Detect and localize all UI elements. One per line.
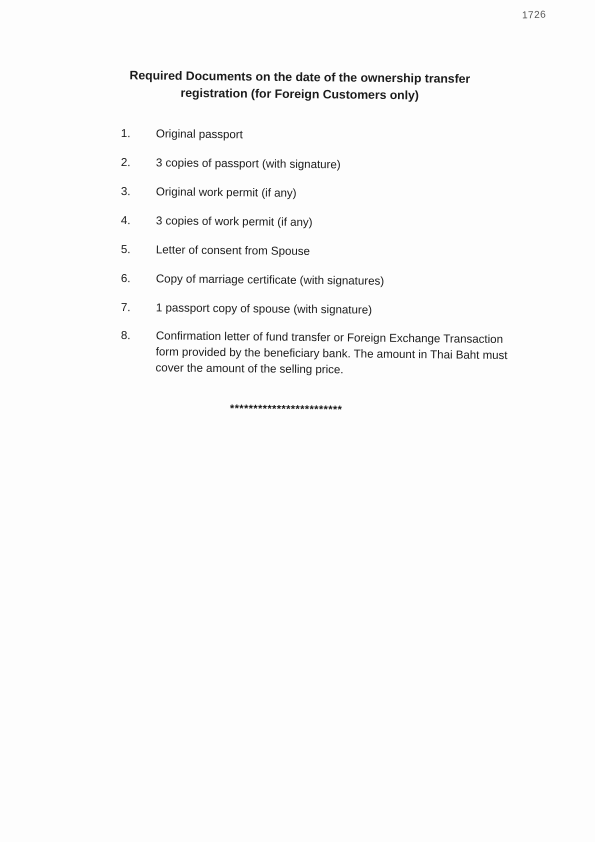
- list-item-number: 8.: [120, 329, 131, 343]
- list-item-number: 5.: [120, 243, 131, 257]
- list-item-text: 3 copies of passport (with signature): [155, 157, 341, 172]
- list-item-text: Copy of marriage certificate (with signatures): [155, 273, 385, 288]
- list-item: [120, 242, 521, 258]
- list-item-text: 1 passport copy of spouse (with signature): [155, 302, 373, 317]
- list-item: [120, 184, 521, 200]
- list-item: [120, 271, 521, 288]
- list-item-text: 3 copies of work permit (if any): [155, 215, 313, 230]
- page-number: 1726: [521, 9, 547, 22]
- list-item-number: 2.: [120, 156, 131, 170]
- list-item-number: 6.: [120, 272, 131, 286]
- list-item: [120, 126, 521, 142]
- list-item-text: Original work permit (if any): [155, 186, 297, 200]
- title-line-2: registration (for Foreign Customers only): [180, 85, 419, 103]
- list-item-number: 3.: [120, 185, 131, 199]
- end-separator: ************************: [229, 403, 343, 417]
- list-item: [120, 213, 521, 230]
- title-line-1: Required Documents on the date of the ownership transfer: [129, 68, 471, 86]
- list-item-text: Letter of consent from Spouse: [155, 244, 311, 258]
- list-item: [120, 155, 521, 172]
- list-item: [120, 300, 521, 317]
- list-item: [120, 328, 521, 377]
- list-item-number: 4.: [120, 214, 131, 228]
- list-item-text: Original passport: [155, 128, 243, 142]
- list-item-number: 1.: [120, 127, 131, 141]
- list-item-number: 7.: [120, 301, 131, 315]
- list-item-text: Confirmation letter of fund transfer or Foreign Exchange Transaction form provided by the beneficiary bank. The amount in Thai Baht must cover the amount of the selling price.: [155, 330, 508, 377]
